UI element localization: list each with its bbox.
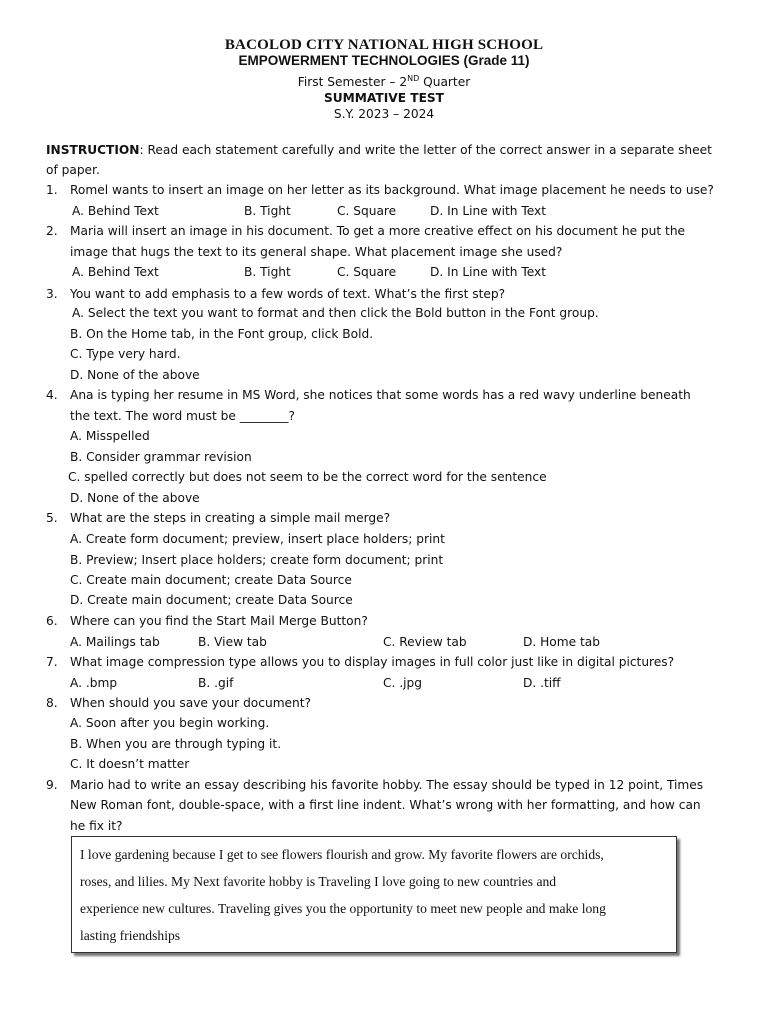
choice: D. Create main document; create Data Source	[70, 593, 353, 607]
essay-line: experience new cultures. Traveling gives you the opportunity to meet new people and make long	[80, 901, 606, 916]
instruction-text: : Read each statement carefully and write the letter of the correct answer in a separate sheet	[139, 143, 712, 157]
choice: B. When you are through typing it.	[70, 737, 282, 751]
choice: C. Square	[337, 265, 397, 279]
choice: C. Type very hard.	[70, 347, 181, 361]
question-text: Romel wants to insert an image on her letter as its background. What image placement he needs to use?	[70, 183, 714, 197]
question-text: When should you save your document?	[70, 696, 312, 710]
test-title	[0, 90, 768, 106]
choice: A. Create form document; preview, insert place holders; print	[70, 532, 445, 546]
choice: B. View tab	[198, 635, 267, 649]
question-text: Ana is typing her resume in MS Word, she notices that some words has a red wavy underline beneath	[70, 388, 691, 402]
choice: A. Behind Text	[72, 265, 159, 279]
choice: D. None of the above	[70, 368, 200, 382]
choice: C. Create main document; create Data Source	[70, 573, 352, 587]
question-number: 6.	[46, 614, 58, 628]
question-text: What image compression type allows you to display images in full color just like in digital pictures?	[70, 655, 675, 669]
choice: A. Behind Text	[72, 204, 159, 218]
question-text: Where can you find the Start Mail Merge Button?	[70, 614, 368, 628]
choice: B. Tight	[244, 204, 291, 218]
semester-pre: First Semester – 2	[297, 75, 408, 89]
choice: B. .gif	[198, 676, 234, 690]
choice: D. In Line with Text	[430, 204, 546, 218]
semester-line	[0, 71, 768, 90]
choice: A. Soon after you begin working.	[70, 716, 270, 730]
instruction-line-2: of paper.	[46, 163, 100, 177]
school-name: BACOLOD CITY NATIONAL HIGH SCHOOL	[224, 37, 544, 53]
question-text: image that hugs the text to its general shape. What placement image she used?	[70, 245, 563, 259]
essay-line: I love gardening because I get to see flowers flourish and grow. My favorite flowers are orchids,	[80, 847, 604, 862]
semester-post: Quarter	[419, 75, 471, 89]
school-year: S.Y. 2023 – 2024	[333, 107, 435, 121]
subject-title: EMPOWERMENT TECHNOLOGIES (Grade 11)	[238, 53, 530, 68]
question-number: 5.	[46, 511, 58, 525]
essay-line: lasting friendships	[80, 928, 181, 943]
semester-sup: ND	[407, 74, 420, 83]
choice: C. .jpg	[383, 676, 422, 690]
question-text: he fix it?	[70, 819, 123, 833]
question-text: Maria will insert an image in his document. To get a more creative effect on his document he put the	[70, 224, 686, 238]
instruction-line-1	[46, 142, 712, 158]
choice: D. Home tab	[523, 635, 600, 649]
essay-box	[71, 836, 677, 953]
choice: A. Select the text you want to format and then click the Bold button in the Font group.	[72, 306, 599, 320]
question-text: You want to add emphasis to a few words of text. What’s the first step?	[70, 287, 506, 301]
choice: B. Tight	[244, 265, 291, 279]
choice: D. None of the above	[70, 491, 200, 505]
question-number: 9.	[46, 778, 58, 792]
choice: B. On the Home tab, in the Font group, click Bold.	[70, 327, 374, 341]
question-number: 2.	[46, 224, 58, 238]
question-number: 4.	[46, 388, 58, 402]
question-text: Mario had to write an essay describing his favorite hobby. The essay should be typed in 12 point, Times	[70, 778, 704, 792]
choice: C. It doesn’t matter	[70, 757, 190, 771]
choice: B. Consider grammar revision	[70, 450, 252, 464]
choice: A. .bmp	[70, 676, 118, 690]
question-text: the text. The word must be ________?	[70, 409, 295, 423]
instruction-label: INSTRUCTION	[46, 143, 140, 157]
question-number: 1.	[46, 183, 58, 197]
essay-line: roses, and lilies. My Next favorite hobby is Traveling I love going to new countries and	[80, 874, 557, 889]
question-number: 7.	[46, 655, 58, 669]
choice: A. Misspelled	[70, 429, 150, 443]
test-title-text: SUMMATIVE TEST	[324, 91, 444, 105]
choice: C. spelled correctly but does not seem to be the correct word for the sentence	[68, 470, 547, 484]
choice: D. In Line with Text	[430, 265, 546, 279]
choice: D. .tiff	[523, 676, 561, 690]
question-number: 3.	[46, 287, 58, 301]
question-number: 8.	[46, 696, 58, 710]
choice: B. Preview; Insert place holders; create form document; print	[70, 553, 444, 567]
choice: A. Mailings tab	[70, 635, 160, 649]
choice: C. Square	[337, 204, 397, 218]
choice: C. Review tab	[383, 635, 467, 649]
question-text: New Roman font, double-space, with a first line indent. What’s wrong with her formatting, and how can	[70, 798, 701, 812]
question-text: What are the steps in creating a simple mail merge?	[70, 511, 391, 525]
